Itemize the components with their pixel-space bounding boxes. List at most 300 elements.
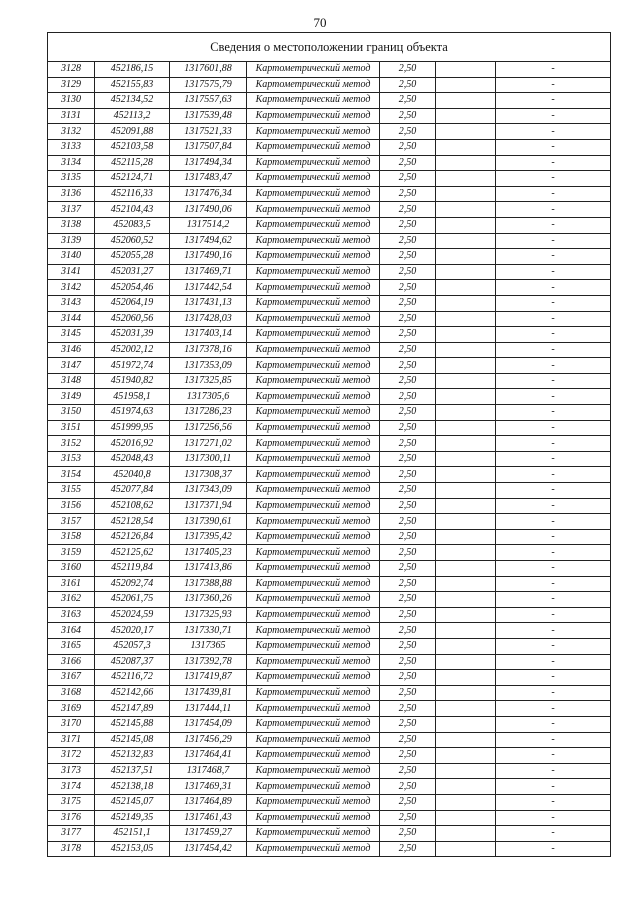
accuracy-cell: 2,50	[380, 436, 436, 452]
method-cell: Картометрический метод	[247, 654, 380, 670]
method-cell: Картометрический метод	[247, 358, 380, 374]
method-cell: Картометрический метод	[247, 638, 380, 654]
y-coordinate-cell: 1317271,02	[170, 436, 247, 452]
x-coordinate-cell: 452138,18	[95, 779, 170, 795]
x-coordinate-cell: 452054,46	[95, 280, 170, 296]
method-cell: Картометрический метод	[247, 623, 380, 639]
point-number-cell: 3154	[48, 467, 95, 483]
method-cell: Картометрический метод	[247, 826, 380, 842]
x-coordinate-cell: 451958,1	[95, 389, 170, 405]
table-row	[48, 124, 611, 140]
y-coordinate-cell: 1317308,37	[170, 467, 247, 483]
table-row	[48, 467, 611, 483]
empty-cell	[436, 373, 496, 389]
accuracy-cell: 2,50	[380, 779, 436, 795]
x-coordinate-cell: 452024,59	[95, 607, 170, 623]
accuracy-cell: 2,50	[380, 607, 436, 623]
y-coordinate-cell: 1317371,94	[170, 498, 247, 514]
table-row	[48, 280, 611, 296]
empty-cell	[436, 171, 496, 187]
description-cell: -	[496, 732, 611, 748]
description-cell: -	[496, 592, 611, 608]
point-number-cell: 3175	[48, 794, 95, 810]
table-row	[48, 670, 611, 686]
method-cell: Картометрический метод	[247, 592, 380, 608]
accuracy-cell: 2,50	[380, 826, 436, 842]
point-number-cell: 3151	[48, 420, 95, 436]
empty-cell	[436, 186, 496, 202]
point-number-cell: 3173	[48, 763, 95, 779]
accuracy-cell: 2,50	[380, 716, 436, 732]
point-number-cell: 3138	[48, 217, 95, 233]
description-cell: -	[496, 139, 611, 155]
x-coordinate-cell: 452016,92	[95, 436, 170, 452]
y-coordinate-cell: 1317256,56	[170, 420, 247, 436]
x-coordinate-cell: 452057,3	[95, 638, 170, 654]
table-row	[48, 186, 611, 202]
description-cell: -	[496, 62, 611, 78]
description-cell: -	[496, 514, 611, 530]
y-coordinate-cell: 1317575,79	[170, 77, 247, 93]
empty-cell	[436, 638, 496, 654]
description-cell: -	[496, 171, 611, 187]
accuracy-cell: 2,50	[380, 77, 436, 93]
accuracy-cell: 2,50	[380, 155, 436, 171]
method-cell: Картометрический метод	[247, 295, 380, 311]
table-row	[48, 389, 611, 405]
empty-cell	[436, 124, 496, 140]
point-number-cell: 3170	[48, 716, 95, 732]
description-cell: -	[496, 93, 611, 109]
y-coordinate-cell: 1317431,13	[170, 295, 247, 311]
y-coordinate-cell: 1317286,23	[170, 405, 247, 421]
accuracy-cell: 2,50	[380, 93, 436, 109]
empty-cell	[436, 233, 496, 249]
empty-cell	[436, 202, 496, 218]
x-coordinate-cell: 452145,07	[95, 794, 170, 810]
y-coordinate-cell: 1317468,7	[170, 763, 247, 779]
empty-cell	[436, 748, 496, 764]
accuracy-cell: 2,50	[380, 62, 436, 78]
y-coordinate-cell: 1317325,85	[170, 373, 247, 389]
table-row	[48, 545, 611, 561]
empty-cell	[436, 62, 496, 78]
accuracy-cell: 2,50	[380, 280, 436, 296]
method-cell: Картометрический метод	[247, 732, 380, 748]
y-coordinate-cell: 1317405,23	[170, 545, 247, 561]
x-coordinate-cell: 452060,52	[95, 233, 170, 249]
point-number-cell: 3130	[48, 93, 95, 109]
accuracy-cell: 2,50	[380, 420, 436, 436]
empty-cell	[436, 685, 496, 701]
method-cell: Картометрический метод	[247, 420, 380, 436]
empty-cell	[436, 561, 496, 577]
method-cell: Картометрический метод	[247, 233, 380, 249]
y-coordinate-cell: 1317469,31	[170, 779, 247, 795]
accuracy-cell: 2,50	[380, 342, 436, 358]
method-cell: Картометрический метод	[247, 436, 380, 452]
y-coordinate-cell: 1317494,34	[170, 155, 247, 171]
description-cell: -	[496, 280, 611, 296]
table-row	[48, 155, 611, 171]
x-coordinate-cell: 452020,17	[95, 623, 170, 639]
method-cell: Картометрический метод	[247, 280, 380, 296]
description-cell: -	[496, 373, 611, 389]
x-coordinate-cell: 452147,89	[95, 701, 170, 717]
method-cell: Картометрический метод	[247, 498, 380, 514]
table-row	[48, 311, 611, 327]
table-row	[48, 592, 611, 608]
accuracy-cell: 2,50	[380, 389, 436, 405]
x-coordinate-cell: 451940,82	[95, 373, 170, 389]
point-number-cell: 3167	[48, 670, 95, 686]
point-number-cell: 3140	[48, 249, 95, 265]
point-number-cell: 3177	[48, 826, 95, 842]
y-coordinate-cell: 1317360,26	[170, 592, 247, 608]
empty-cell	[436, 139, 496, 155]
point-number-cell: 3148	[48, 373, 95, 389]
table-row	[48, 342, 611, 358]
table-row	[48, 529, 611, 545]
accuracy-cell: 2,50	[380, 701, 436, 717]
x-coordinate-cell: 452145,88	[95, 716, 170, 732]
method-cell: Картометрический метод	[247, 545, 380, 561]
description-cell: -	[496, 420, 611, 436]
point-number-cell: 3156	[48, 498, 95, 514]
point-number-cell: 3143	[48, 295, 95, 311]
x-coordinate-cell: 452155,83	[95, 77, 170, 93]
empty-cell	[436, 280, 496, 296]
description-cell: -	[496, 327, 611, 343]
x-coordinate-cell: 452060,56	[95, 311, 170, 327]
empty-cell	[436, 451, 496, 467]
description-cell: -	[496, 826, 611, 842]
method-cell: Картометрический метод	[247, 202, 380, 218]
empty-cell	[436, 358, 496, 374]
empty-cell	[436, 405, 496, 421]
y-coordinate-cell: 1317395,42	[170, 529, 247, 545]
point-number-cell: 3159	[48, 545, 95, 561]
point-number-cell: 3164	[48, 623, 95, 639]
y-coordinate-cell: 1317353,09	[170, 358, 247, 374]
empty-cell	[436, 810, 496, 826]
empty-cell	[436, 701, 496, 717]
table-row	[48, 576, 611, 592]
table-row	[48, 171, 611, 187]
x-coordinate-cell: 452092,74	[95, 576, 170, 592]
point-number-cell: 3150	[48, 405, 95, 421]
empty-cell	[436, 514, 496, 530]
table-row	[48, 779, 611, 795]
description-cell: -	[496, 545, 611, 561]
point-number-cell: 3152	[48, 436, 95, 452]
y-coordinate-cell: 1317557,63	[170, 93, 247, 109]
method-cell: Картометрический метод	[247, 264, 380, 280]
method-cell: Картометрический метод	[247, 108, 380, 124]
method-cell: Картометрический метод	[247, 311, 380, 327]
table-row	[48, 420, 611, 436]
description-cell: -	[496, 264, 611, 280]
empty-cell	[436, 77, 496, 93]
accuracy-cell: 2,50	[380, 748, 436, 764]
accuracy-cell: 2,50	[380, 311, 436, 327]
description-cell: -	[496, 249, 611, 265]
accuracy-cell: 2,50	[380, 483, 436, 499]
empty-cell	[436, 794, 496, 810]
table-row	[48, 701, 611, 717]
x-coordinate-cell: 452116,33	[95, 186, 170, 202]
x-coordinate-cell: 452186,15	[95, 62, 170, 78]
accuracy-cell: 2,50	[380, 264, 436, 280]
x-coordinate-cell: 452125,62	[95, 545, 170, 561]
table-title-row	[48, 33, 611, 62]
accuracy-cell: 2,50	[380, 202, 436, 218]
empty-cell	[436, 155, 496, 171]
description-cell: -	[496, 217, 611, 233]
empty-cell	[436, 826, 496, 842]
y-coordinate-cell: 1317439,81	[170, 685, 247, 701]
point-number-cell: 3160	[48, 561, 95, 577]
point-number-cell: 3161	[48, 576, 95, 592]
method-cell: Картометрический метод	[247, 716, 380, 732]
point-number-cell: 3144	[48, 311, 95, 327]
point-number-cell: 3176	[48, 810, 95, 826]
empty-cell	[436, 108, 496, 124]
x-coordinate-cell: 451999,95	[95, 420, 170, 436]
accuracy-cell: 2,50	[380, 794, 436, 810]
table-row	[48, 108, 611, 124]
point-number-cell: 3169	[48, 701, 95, 717]
point-number-cell: 3133	[48, 139, 95, 155]
point-number-cell: 3157	[48, 514, 95, 530]
description-cell: -	[496, 77, 611, 93]
table-row	[48, 295, 611, 311]
y-coordinate-cell: 1317601,88	[170, 62, 247, 78]
accuracy-cell: 2,50	[380, 623, 436, 639]
description-cell: -	[496, 638, 611, 654]
table-row	[48, 93, 611, 109]
empty-cell	[436, 342, 496, 358]
description-cell: -	[496, 389, 611, 405]
y-coordinate-cell: 1317419,87	[170, 670, 247, 686]
table-row	[48, 748, 611, 764]
table-row	[48, 561, 611, 577]
method-cell: Картометрический метод	[247, 62, 380, 78]
y-coordinate-cell: 1317454,09	[170, 716, 247, 732]
method-cell: Картометрический метод	[247, 576, 380, 592]
point-number-cell: 3135	[48, 171, 95, 187]
method-cell: Картометрический метод	[247, 139, 380, 155]
method-cell: Картометрический метод	[247, 701, 380, 717]
method-cell: Картометрический метод	[247, 451, 380, 467]
description-cell: -	[496, 358, 611, 374]
y-coordinate-cell: 1317539,48	[170, 108, 247, 124]
method-cell: Картометрический метод	[247, 171, 380, 187]
point-number-cell: 3168	[48, 685, 95, 701]
empty-cell	[436, 295, 496, 311]
empty-cell	[436, 529, 496, 545]
method-cell: Картометрический метод	[247, 342, 380, 358]
accuracy-cell: 2,50	[380, 451, 436, 467]
method-cell: Картометрический метод	[247, 779, 380, 795]
method-cell: Картометрический метод	[247, 685, 380, 701]
method-cell: Картометрический метод	[247, 467, 380, 483]
method-cell: Картометрический метод	[247, 327, 380, 343]
method-cell: Картометрический метод	[247, 810, 380, 826]
table-row	[48, 654, 611, 670]
accuracy-cell: 2,50	[380, 108, 436, 124]
accuracy-cell: 2,50	[380, 561, 436, 577]
empty-cell	[436, 623, 496, 639]
x-coordinate-cell: 452149,35	[95, 810, 170, 826]
method-cell: Картометрический метод	[247, 186, 380, 202]
y-coordinate-cell: 1317365	[170, 638, 247, 654]
empty-cell	[436, 576, 496, 592]
table-row	[48, 233, 611, 249]
point-number-cell: 3166	[48, 654, 95, 670]
y-coordinate-cell: 1317454,42	[170, 841, 247, 857]
point-number-cell: 3155	[48, 483, 95, 499]
accuracy-cell: 2,50	[380, 124, 436, 140]
empty-cell	[436, 483, 496, 499]
x-coordinate-cell: 452151,1	[95, 826, 170, 842]
x-coordinate-cell: 452002,12	[95, 342, 170, 358]
empty-cell	[436, 607, 496, 623]
x-coordinate-cell: 452119,84	[95, 561, 170, 577]
description-cell: -	[496, 108, 611, 124]
empty-cell	[436, 327, 496, 343]
point-number-cell: 3128	[48, 62, 95, 78]
table-row	[48, 498, 611, 514]
method-cell: Картометрический метод	[247, 670, 380, 686]
empty-cell	[436, 670, 496, 686]
x-coordinate-cell: 452113,2	[95, 108, 170, 124]
y-coordinate-cell: 1317490,16	[170, 249, 247, 265]
description-cell: -	[496, 716, 611, 732]
description-cell: -	[496, 748, 611, 764]
y-coordinate-cell: 1317490,06	[170, 202, 247, 218]
description-cell: -	[496, 405, 611, 421]
method-cell: Картометрический метод	[247, 124, 380, 140]
x-coordinate-cell: 452134,52	[95, 93, 170, 109]
empty-cell	[436, 498, 496, 514]
description-cell: -	[496, 467, 611, 483]
description-cell: -	[496, 451, 611, 467]
table-row	[48, 436, 611, 452]
x-coordinate-cell: 452064,19	[95, 295, 170, 311]
description-cell: -	[496, 623, 611, 639]
x-coordinate-cell: 452031,27	[95, 264, 170, 280]
point-number-cell: 3145	[48, 327, 95, 343]
accuracy-cell: 2,50	[380, 186, 436, 202]
y-coordinate-cell: 1317494,62	[170, 233, 247, 249]
table-row	[48, 810, 611, 826]
description-cell: -	[496, 561, 611, 577]
point-number-cell: 3172	[48, 748, 95, 764]
x-coordinate-cell: 452104,43	[95, 202, 170, 218]
page-number: 70	[313, 15, 327, 30]
y-coordinate-cell: 1317428,03	[170, 311, 247, 327]
table-row	[48, 358, 611, 374]
x-coordinate-cell: 452048,43	[95, 451, 170, 467]
table-row	[48, 139, 611, 155]
x-coordinate-cell: 452055,28	[95, 249, 170, 265]
table-title: Сведения о местоположении границ объекта	[48, 33, 611, 62]
point-number-cell: 3163	[48, 607, 95, 623]
x-coordinate-cell: 452145,08	[95, 732, 170, 748]
empty-cell	[436, 545, 496, 561]
y-coordinate-cell: 1317444,11	[170, 701, 247, 717]
description-cell: -	[496, 607, 611, 623]
y-coordinate-cell: 1317300,11	[170, 451, 247, 467]
x-coordinate-cell: 451972,74	[95, 358, 170, 374]
table-row	[48, 638, 611, 654]
method-cell: Картометрический метод	[247, 249, 380, 265]
y-coordinate-cell: 1317305,6	[170, 389, 247, 405]
description-cell: -	[496, 202, 611, 218]
x-coordinate-cell: 452061,75	[95, 592, 170, 608]
description-cell: -	[496, 779, 611, 795]
y-coordinate-cell: 1317392,78	[170, 654, 247, 670]
y-coordinate-cell: 1317378,16	[170, 342, 247, 358]
boundary-coordinates-table	[47, 32, 611, 857]
point-number-cell: 3149	[48, 389, 95, 405]
accuracy-cell: 2,50	[380, 685, 436, 701]
empty-cell	[436, 779, 496, 795]
x-coordinate-cell: 452126,84	[95, 529, 170, 545]
y-coordinate-cell: 1317464,41	[170, 748, 247, 764]
description-cell: -	[496, 311, 611, 327]
description-cell: -	[496, 670, 611, 686]
table-row	[48, 826, 611, 842]
empty-cell	[436, 732, 496, 748]
x-coordinate-cell: 452091,88	[95, 124, 170, 140]
accuracy-cell: 2,50	[380, 358, 436, 374]
y-coordinate-cell: 1317456,29	[170, 732, 247, 748]
accuracy-cell: 2,50	[380, 327, 436, 343]
accuracy-cell: 2,50	[380, 732, 436, 748]
point-number-cell: 3129	[48, 77, 95, 93]
y-coordinate-cell: 1317388,88	[170, 576, 247, 592]
method-cell: Картометрический метод	[247, 77, 380, 93]
description-cell: -	[496, 841, 611, 857]
accuracy-cell: 2,50	[380, 467, 436, 483]
x-coordinate-cell: 452132,83	[95, 748, 170, 764]
point-number-cell: 3137	[48, 202, 95, 218]
x-coordinate-cell: 452108,62	[95, 498, 170, 514]
table-row	[48, 373, 611, 389]
accuracy-cell: 2,50	[380, 217, 436, 233]
description-cell: -	[496, 654, 611, 670]
y-coordinate-cell: 1317442,54	[170, 280, 247, 296]
table-row	[48, 685, 611, 701]
table-row	[48, 249, 611, 265]
x-coordinate-cell: 452137,51	[95, 763, 170, 779]
description-cell: -	[496, 295, 611, 311]
table-row	[48, 451, 611, 467]
accuracy-cell: 2,50	[380, 545, 436, 561]
accuracy-cell: 2,50	[380, 373, 436, 389]
method-cell: Картометрический метод	[247, 607, 380, 623]
accuracy-cell: 2,50	[380, 670, 436, 686]
description-cell: -	[496, 576, 611, 592]
description-cell: -	[496, 233, 611, 249]
accuracy-cell: 2,50	[380, 171, 436, 187]
method-cell: Картометрический метод	[247, 529, 380, 545]
description-cell: -	[496, 342, 611, 358]
point-number-cell: 3139	[48, 233, 95, 249]
point-number-cell: 3147	[48, 358, 95, 374]
